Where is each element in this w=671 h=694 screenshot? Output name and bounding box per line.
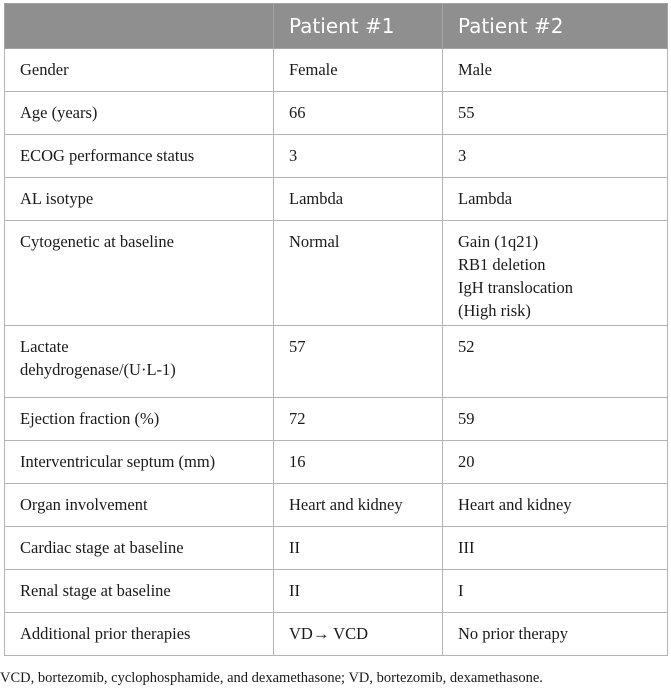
row-label: [5, 326, 274, 398]
cell-patient-2: 59: [443, 398, 668, 441]
cytogenetic-line: (High risk): [458, 301, 531, 320]
table-row: [5, 527, 668, 570]
cell-patient-2: Lambda: [443, 178, 668, 221]
cytogenetic-line: RB1 deletion: [458, 255, 546, 274]
table-row: [5, 326, 668, 398]
cell-patient-2: 3: [443, 135, 668, 178]
cell-patient-1: Lambda: [274, 178, 443, 221]
cell-patient-1: 57: [274, 326, 443, 398]
cytogenetic-line: Gain (1q21): [458, 232, 539, 251]
row-label: Additional prior therapies: [5, 613, 274, 656]
cell-patient-1: 66: [274, 92, 443, 135]
cell-patient-1: Heart and kidney: [274, 484, 443, 527]
row-label: Gender: [5, 49, 274, 92]
table-row: [5, 570, 668, 613]
cell-patient-2: III: [443, 527, 668, 570]
cytogenetic-line: IgH translocation: [458, 278, 574, 297]
row-label: ECOG performance status: [5, 135, 274, 178]
table-row: [5, 613, 668, 656]
cell-patient-2: 55: [443, 92, 668, 135]
table-row: [5, 221, 668, 326]
cell-patient-1: II: [274, 570, 443, 613]
row-label-line: Lactate: [20, 337, 69, 356]
table-row: [5, 398, 668, 441]
cell-patient-2: 52: [443, 326, 668, 398]
row-label: Ejection fraction (%): [5, 398, 274, 441]
cell-patient-2: Male: [443, 49, 668, 92]
table-footnote: VCD, bortezomib, cyclophosphamide, and dexamethasone; VD, bortezomib, dexamethasone.: [0, 670, 543, 686]
row-label: Renal stage at baseline: [5, 570, 274, 613]
header-patient-1: Patient #1: [274, 4, 443, 49]
row-label: AL isotype: [5, 178, 274, 221]
cell-patient-2: Heart and kidney: [443, 484, 668, 527]
table-row: [5, 92, 668, 135]
header-empty-cell: [5, 4, 274, 49]
row-label: Age (years): [5, 92, 274, 135]
patient-table-container: [4, 3, 667, 656]
table-row: [5, 135, 668, 178]
table-row: [5, 49, 668, 92]
cell-patient-2: I: [443, 570, 668, 613]
table-row: [5, 441, 668, 484]
header-patient-2: Patient #2: [443, 4, 668, 49]
cell-patient-1: 16: [274, 441, 443, 484]
cell-patient-2: No prior therapy: [443, 613, 668, 656]
row-label: Organ involvement: [5, 484, 274, 527]
row-label: Cardiac stage at baseline: [5, 527, 274, 570]
cell-patient-1: 72: [274, 398, 443, 441]
cell-patient-1: VD→ VCD: [274, 613, 443, 656]
cell-patient-1: Normal: [274, 221, 443, 326]
table-row: [5, 484, 668, 527]
row-label: Interventricular septum (mm): [5, 441, 274, 484]
cell-patient-2: 20: [443, 441, 668, 484]
table-row: [5, 178, 668, 221]
row-label: Cytogenetic at baseline: [5, 221, 274, 326]
row-label-line: dehydrogenase/(U·L-1): [20, 360, 176, 379]
patient-characteristics-table: [4, 3, 668, 656]
cell-patient-1: Female: [274, 49, 443, 92]
cell-patient-2: [443, 221, 668, 326]
cell-patient-1: 3: [274, 135, 443, 178]
cell-patient-1: II: [274, 527, 443, 570]
table-header-row: [5, 4, 668, 49]
